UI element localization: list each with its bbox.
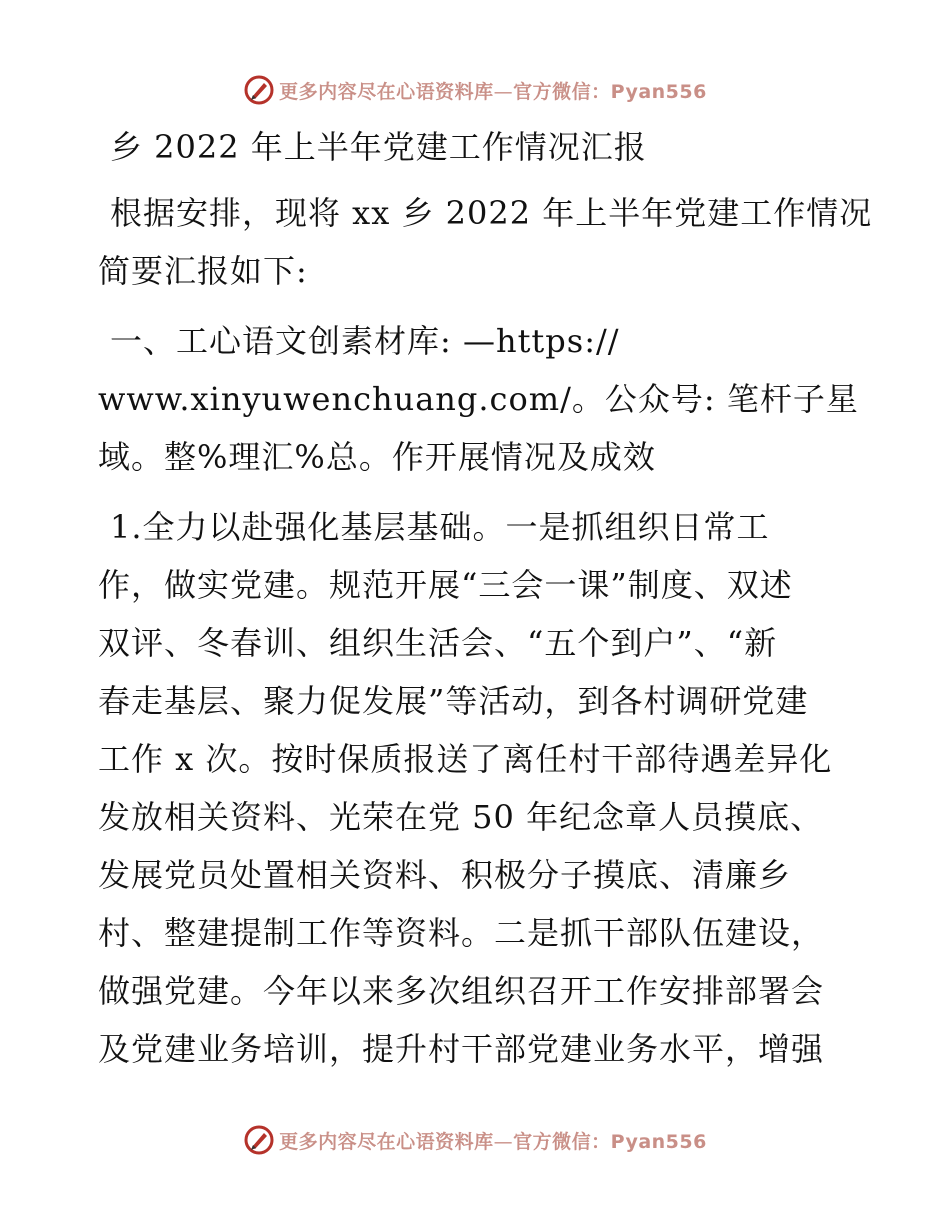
- watermark-text: 更多内容尽在心语资料库—官方微信：Pyan556: [279, 1130, 707, 1153]
- section-heading-1: 一、工心语文创素材库: —https:// www.xinyuwenchuang.com/。公众号: 笔杆子星 域。整%理汇%总。作开展情况及成效: [98, 322, 859, 476]
- intro-paragraph: 根据安排，现将 xx 乡 2022 年上半年党建工作情况 简要汇报如下:: [98, 194, 873, 290]
- pen-logo-icon: [243, 74, 275, 106]
- document-body: [98, 118, 873, 1090]
- header-watermark: [0, 70, 950, 110]
- watermark-text: 更多内容尽在心语资料库—官方微信：Pyan556: [279, 80, 707, 103]
- body-paragraph-1: 1.全力以赴强化基层基础。一是抓组织日常工 作，做实党建。规范开展“三会一课”制度、双述 双评、冬春训、组织生活会、“五个到户”、“新 春走基层、聚力促发展”等活动，到各村调研党建 工作 x 次。按时保质报送了离任村干部待遇差异化 发放相关资料、光荣在党 50 年纪念章人员摸底、 发展党员处置相关资料、积极分子摸底、清廉乡 村、整建提制工作等资料。二是抓干部队伍建设， 做强党建。今年以来多次组织召开工作安排部署会 及党建业务培训，提升村干部党建业务水平，增强: [98, 508, 833, 1068]
- document-title: 乡 2022 年上半年党建工作情况汇报: [110, 128, 647, 166]
- footer-watermark: [0, 1120, 950, 1160]
- pen-logo-icon: [243, 1124, 275, 1156]
